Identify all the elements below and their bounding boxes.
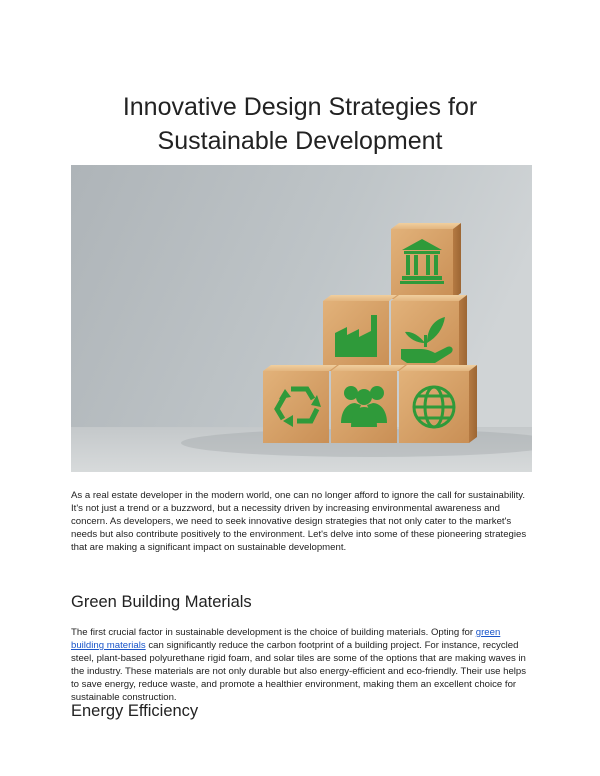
intro-paragraph: As a real estate developer in the modern world, one can no longer afford to ignore the call for sustainability. It's not just a trend or a buzzword, but a necessity driven by increasing environmental awareness and concern. As developers, we need to seek innovative design strategies that not only cater to the market's needs but also contribute positively to the environment. Let's delve into some of these pioneering strategies that are making a significant impact on sustainable development. — [71, 490, 527, 553]
cube-people — [331, 365, 405, 443]
cube-factory — [323, 295, 397, 371]
title-line-2: Sustainable Development — [157, 127, 443, 155]
green-building-materials-link[interactable]: green building materials — [71, 627, 501, 651]
title-line-1: Innovative Design Strategies for — [122, 93, 478, 121]
paragraph-text-end: can significantly reduce the carbon footprint of a building project. For instance, recycled steel, plant-based polyurethane rigid foam, and solar tiles are some of the options that are making waves in the industry. These materials are not only durable but also energy-efficient and eco-friendly. Their use helps to save energy, reduce waste, and promote a healthier environment, making them an excellent choice for sustainable construction. — [71, 640, 527, 703]
cube-plant-hand — [391, 295, 467, 371]
paragraph-text-start: The first crucial factor in sustainable development is the choice of building materials. Opting for — [71, 627, 476, 638]
cube-recycle — [263, 365, 337, 443]
document-title — [0, 90, 600, 158]
cube-globe — [399, 365, 477, 443]
section-heading-energy-efficiency: Energy Efficiency — [71, 702, 199, 720]
hero-image — [71, 165, 532, 472]
cube-bank — [391, 223, 461, 299]
green-building-paragraph — [71, 626, 533, 704]
section-heading-green-building-materials: Green Building Materials — [71, 593, 252, 611]
